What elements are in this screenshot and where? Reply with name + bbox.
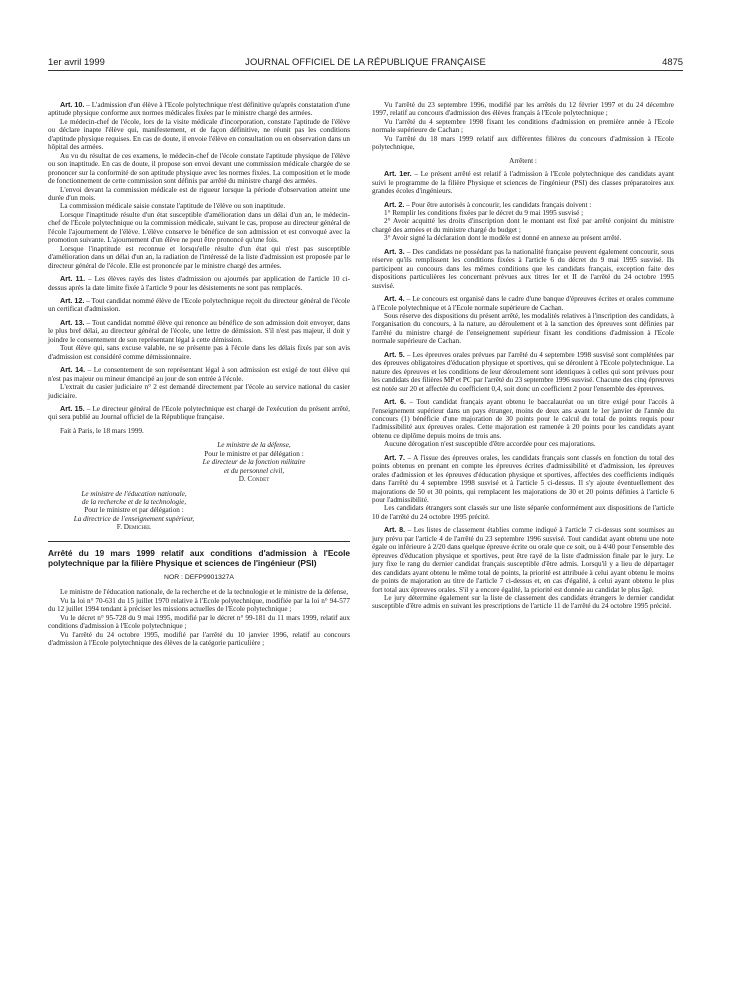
article-13: Art. 13. – Tout candidat nommé élève qui renonce au bénéfice de son admission doit envoyer, dans le plus bref délai, au directeur général de l'école, une lettre de démission. S'il n'est pas majeur, il doit y joindre le consentement de son représentant légal à cette démission. bbox=[48, 317, 350, 344]
article-5: Art. 5. – Les épreuves orales prévues par l'arrêté du 4 septembre 1998 susvisé sont complétées par des épreuves obligatoires d'éducation physique et sportives, qui se déroulent à l'Ecole polytechnique. La nature des épreuves et les conditions de leur déroulement sont identiques à celles qui sont prévues pour les candidats des filières MP et PC par l'arrêté du 23 septembre 1996 susvisé. Chacune des cinq épreuves est notée sur 20 et affectée du coefficient 0,4, soit donc un coefficient 2 pour l'ensemble des épreuves. bbox=[372, 349, 674, 393]
page-header bbox=[48, 56, 683, 71]
paragraph: Le jury détermine également sur la liste de classement des candidats étrangers le dernier candidat susceptible d'être admis en suivant les prescriptions de l'article 11 de l'arrêté du 24 octobre 1995 précité. bbox=[372, 594, 674, 611]
paragraph: Le ministre de l'éducation nationale, de la recherche et de la technologie et le ministre de la défense, bbox=[60, 588, 349, 597]
article-12: Art. 12. – Tout candidat nommé élève de l'Ecole polytechnique reçoit du directeur général de l'école un certificat d'admission. bbox=[48, 295, 350, 314]
header-page-number: 4875 bbox=[662, 56, 683, 67]
paragraph: Les candidats étrangers sont classés sur une liste séparée conformément aux dispositions de l'article 10 de l'arrêté du 24 octobre 1995 précité. bbox=[372, 504, 674, 521]
paragraph: Lorsque l'inaptitude résulte d'un état susceptible d'amélioration dans un délai d'un an, le médecin-chef de l'Ecole polytechnique ou la commission médicale, suivant le cas, propose au directeur général de l'école l'ajournement de l'élève. L'élève conserve le bénéfice de son admission et est convoqué avec la promotion suivante. L'ajournement d'un élève ne peut être prononcé qu'une fois. bbox=[48, 210, 350, 245]
article-11: Art. 11. – Les élèves rayés des listes d'admission ou ajournés par application de l'article 10 ci-dessus après la date limite fixée à l'article 9 pour les désistements ne sont pas remplacés. bbox=[48, 274, 350, 292]
article-1: Art. 1er. – Le présent arrêté est relatif à l'admission à l'Ecole polytechnique des candidats ayant suivi le programme de la filière Physique et sciences de l'ingénieur (PSI) des classes préparatoires aux grandes écoles d'ingénieurs. bbox=[372, 169, 674, 196]
paragraph: Vu la loi n° 70-631 du 15 juillet 1970 relative à l'Ecole polytechnique, modifiée par la loi n° 94-577 du 12 juillet 1994 tendant à préciser les missions actuelles de l'Ecole polytechnique ; bbox=[48, 596, 350, 614]
decree-title: Arrêté du 19 mars 1999 relatif aux conditions d'admission à l'Ecole polytechnique par la filière Physique et sciences de l'ingénieur (PSI) bbox=[48, 547, 350, 568]
list-item: 1° Remplir les conditions fixées par le décret du 9 mai 1995 susvisé ; bbox=[384, 208, 584, 217]
article-3: Art. 3. – Des candidats ne possédant pas la nationalité française peuvent également concourir, sous réserve qu'ils remplissent les conditions fixées à l'article 6 du décret du 9 mai 1995 susvisé. Ils participent au concours dans les mêmes conditions que les candidats français, exception faite des dispositions particulières les concernant prévues aux titres Ier et II de l'arrêté du 24 octobre 1995 susvisé. bbox=[372, 246, 675, 290]
paragraph: Vu l'arrêté du 24 octobre 1995, modifié par l'arrêté du 10 janvier 1996, relatif au concours d'admission à l'Ecole polytechnique des élèves de la catégorie particulière ; bbox=[48, 630, 350, 648]
article-8: Art. 8. – Les listes de classement établies comme indiqué à l'article 7 ci-dessus sont soumises au jury prévu par l'article 4 de l'arrêté du 23 septembre 1996 susvisé. Tout candidat ayant obtenu une note égale ou inférieure à 2/20 dans quelque épreuve écrite ou orale que ce soit, ou à 4/40 pour l'ensemble des épreuves d'éducation physique et sportives, peut être rayé de la liste d'admission finale par le jury. Le jury fixe le rang du dernier candidat français susceptible d'être admis. Lorsqu'il y a lieu de départager des candidats ayant obtenu le même total de points, la priorité est attribuée à celui ayant obtenu le moins de points de majoration au titre de l'article 7 ci-dessus et, en cas d'égalité, à celui ayant obtenu le plus fort total aux épreuves orales. S'il y a encore égalité, la priorité est donnée au candidat le plus âgé. bbox=[372, 525, 675, 594]
paragraph: L'extrait du casier judiciaire n° 2 est demandé directement par l'école au service national du casier judiciaire. bbox=[48, 383, 350, 400]
paragraph: Sous réserve des dispositions du présent arrêté, les modalités relatives à l'inscription des candidats, à l'organisation du concours, à la nature, au déroulement et à la sanction des épreuves sont définies par l'arrêté du ministre chargé de l'enseignement supérieur fixant les conditions d'admission à l'Ecole normale supérieure de Cachan. bbox=[372, 311, 674, 346]
article-2: Art. 2. – Pour être autorisés à concourir, les candidats français doivent : bbox=[384, 199, 592, 209]
signature-defense: Le ministre de la défense, Pour le ministre et par délégation : Le directeur de la fonction militaire et du personnel civil, D. Condet bbox=[202, 441, 306, 484]
header-date: 1er avril 1999 bbox=[48, 56, 105, 67]
right-column bbox=[372, 101, 674, 611]
list-item: 2° Avoir acquitté les droits d'inscription dont le montant est fixé par arrêté conjoint du ministre chargé des armées et du ministre chargé du budget ; bbox=[372, 217, 674, 234]
article-4: Art. 4. – Le concours est organisé dans le cadre d'une banque d'épreuves écrites et orales commune à l'Ecole polytechnique et à l'Ecole normale supérieure de Cachan. bbox=[372, 294, 674, 312]
paragraph: L'envoi devant la commission médicale est de rigueur lorsque la période d'observation atteint une durée d'un mois. bbox=[48, 185, 350, 202]
signature-education: Le ministre de l'éducation nationale, de la recherche et de la technologie, Pour le ministre et par délégation : La directrice de l'enseignement supérieur, F. Demichel bbox=[73, 489, 195, 532]
paragraph: Vu l'arrêté du 23 septembre 1996, modifié par les arrêtés du 12 février 1997 et du 24 décembre 1997, relatif au concours d'admission des élèves français à l'Ecole polytechnique ; bbox=[372, 101, 674, 118]
arretent-heading: Arrêtent : bbox=[509, 156, 537, 165]
paragraph: Tout élève qui, sans excuse valable, ne se présente pas à l'école dans les délais fixés par son avis d'admission est considéré comme démissionnaire. bbox=[48, 344, 350, 361]
paragraph: Vu l'arrêté du 4 septembre 1998 fixant les conditions d'admission en première année à l'Ecole normale supérieure de Cachan ; bbox=[372, 117, 674, 135]
signature-date: Fait à Paris, le 18 mars 1999. bbox=[60, 426, 144, 435]
paragraph: Au vu du résultat de ces examens, le médecin-chef de l'école constate l'aptitude physique de l'élève ou son inaptitude. En cas de doute, il propose son envoi devant une commission médicale chargée de se prononcer sur la conformité de son aptitude physique avec les normes fixées. La composition et le mode de fonctionnement de cette commission sont définis par arrêté du ministre chargé des armées. bbox=[48, 151, 350, 186]
paragraph: Aucune dérogation n'est susceptible d'être accordée pour ces majorations. bbox=[384, 440, 596, 449]
nor-reference: NOR : DEFP9901327A bbox=[164, 573, 234, 581]
header-journal-title: JOURNAL OFFICIEL DE LA RÉPUBLIQUE FRANÇAISE bbox=[245, 56, 486, 67]
paragraph: Vu l'arrêté du 18 mars 1999 relatif aux différentes filières du concours d'admission à l'Ecole polytechnique, bbox=[372, 134, 674, 152]
left-column bbox=[48, 101, 350, 647]
article-15: Art. 15. – Le directeur général de l'Ecole polytechnique est chargé de l'exécution du présent arrêté, qui sera publié au Journal officiel de la République française. bbox=[48, 403, 350, 422]
article-7: Art. 7. – A l'issue des épreuves orales, les candidats français sont classés en fonction du total des points obtenus en prenant en compte les épreuves écrites d'admissibilité et d'admission, les épreuves orales d'admission et les épreuves d'éducation physique et sportives, affectées des coefficients indiqués dans l'arrêté du 4 septembre 1998 susvisé et à l'article 5 ci-dessus. Il s'y ajoute éventuellement des majorations de 50 et 30 points, qui remplacent les majorations de 30 et 20 points définies à l'article 6 pour l'admissibilité. bbox=[372, 452, 674, 505]
paragraph: Lorsque l'inaptitude est reconnue et lorsqu'elle résulte d'un état qui n'est pas susceptible d'amélioration dans un délai d'un an, la radiation de l'intéressé de la liste d'admission est proposée par le directeur général de l'école. Elle est prononcée par le ministre chargé des armées. bbox=[48, 244, 350, 270]
paragraph: Le médecin-chef de l'école, lors de la visite médicale d'incorporation, constate l'aptitude de l'élève ou déclare inapte l'élève qui, manifestement, et de façon définitive, ne réunit pas les conditions d'aptitude physique requises. En cas de doute, il envoie l'élève en consultation ou en observation dans un hôpital des armées. bbox=[48, 117, 350, 152]
article-14: Art. 14. – Le consentement de son représentant légal à son admission est exigé de tout élève qui n'est pas majeur ou mineur émancipé au jour de son entrée à l'école. bbox=[48, 365, 351, 383]
paragraph: La commission médicale saisie constate l'aptitude de l'élève ou son inaptitude. bbox=[60, 202, 286, 211]
separator bbox=[48, 541, 350, 542]
list-item: 3° Avoir signé la déclaration dont le modèle est donné en annexe au présent arrêté. bbox=[384, 234, 622, 243]
article-6: Art. 6. – Tout candidat français ayant obtenu le baccalauréat ou un titre exigé pour l'accès à l'enseignement supérieur dans un pays étranger, moins de deux ans avant le 1er janvier de l'année du concours (1) bénéficie d'une majoration de 30 points pour le calcul du total de points requis pour l'admissibilité aux épreuves orales. Cette majoration est ramenée à 20 points pour les candidats ayant obtenu ce diplôme depuis moins de trois ans. bbox=[372, 397, 675, 440]
paragraph: Vu le décret n° 95-728 du 9 mai 1995, modifié par le décret n° 99-181 du 11 mars 1999, relatif aux conditions d'admission à l'Ecole polytechnique ; bbox=[48, 613, 350, 631]
article-10: Art. 10. – L'admission d'un élève à l'Ecole polytechnique n'est définitive qu'après constatation d'une aptitude physique conforme aux normes médicales fixées par le ministre chargé des armées. bbox=[48, 100, 350, 118]
